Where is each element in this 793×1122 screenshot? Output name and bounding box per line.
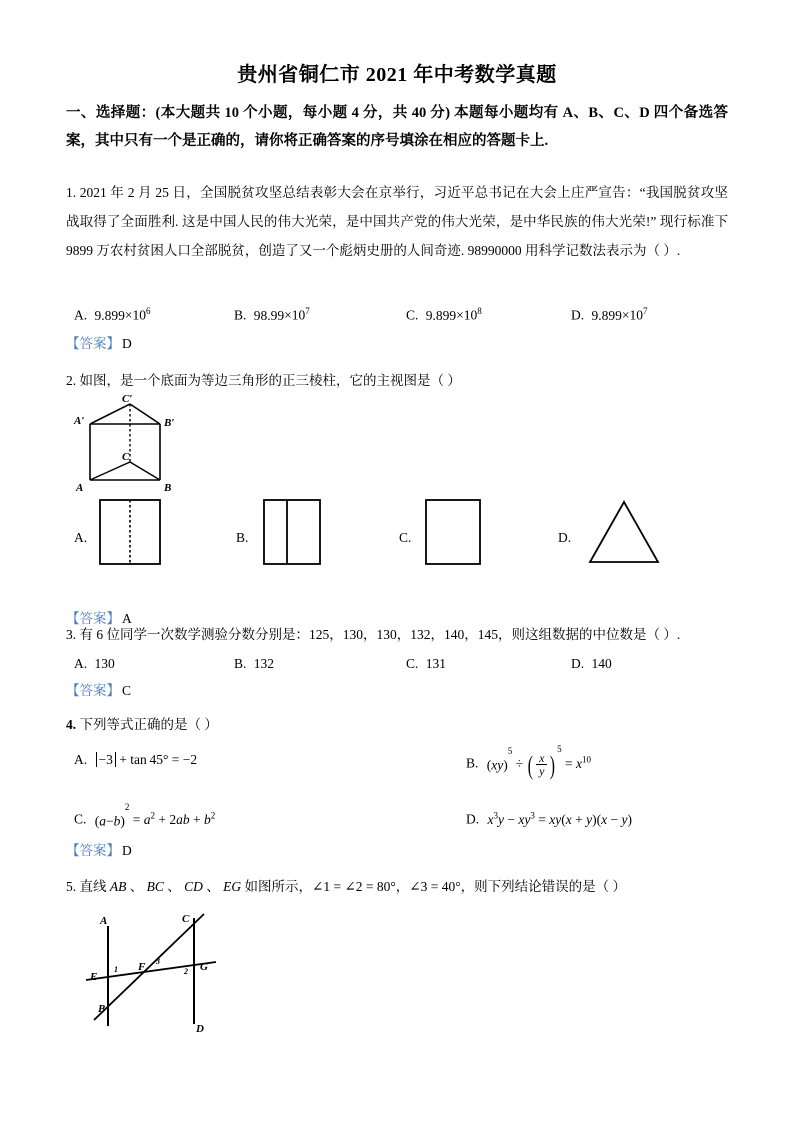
q5-angle-3: 3	[156, 957, 160, 966]
option-2-D-figure[interactable]	[584, 498, 664, 566]
option-value: 130	[94, 656, 115, 671]
option-times: ×10	[456, 307, 478, 323]
question-1	[66, 178, 728, 265]
answer-value: D	[122, 336, 132, 351]
answer-value: D	[122, 843, 132, 858]
question-4-stem: 下列等式正确的是（ ）	[79, 717, 218, 732]
option-1-A[interactable]	[74, 297, 151, 330]
question-3-text	[66, 620, 728, 649]
option-value: 140	[591, 656, 612, 671]
q5-label-E: E	[90, 971, 98, 983]
question-3-number: 3.	[66, 627, 77, 642]
question-1-stem: 2021 年 2 月 25 日，全国脱贫攻坚总结表彰大会在京举行，习近平总书记在大会上庄严宣告：“我国脱贫攻坚战取得了全面胜利. 这是中国人民的伟大光荣，是中国共产党的伟大光荣，是中华民族的伟大光荣!” 现行标准下 9899 万农村贫困人口全部脱贫，创造了又一个彪炳史册的人间奇迹. 98990000 用科学记数法表示为（ ）.	[66, 185, 729, 258]
option-exponent: 8	[477, 306, 482, 316]
option-value: 132	[253, 656, 275, 671]
prism-label-A: A	[76, 482, 84, 494]
option-letter: D.	[571, 656, 585, 671]
option-mantissa: 9.899	[425, 307, 457, 323]
prism-label-C: C	[122, 451, 130, 463]
prism-label-B-prime: B′	[164, 417, 175, 429]
question-1-number: 1.	[66, 185, 77, 200]
answer-label: 【答案】	[66, 683, 120, 698]
option-exponent: 6	[146, 306, 151, 316]
option-4-A-expr: −3 + tan 45° = −2	[91, 752, 198, 767]
question-3-answer	[66, 678, 728, 704]
question-1-answer	[66, 331, 728, 357]
question-3	[66, 620, 728, 649]
q5-label-C: C	[182, 913, 190, 925]
question-5-number: 5.	[66, 879, 77, 894]
q5-label-G: G	[200, 961, 208, 973]
option-letter: C.	[406, 656, 419, 671]
option-letter: B.	[466, 755, 479, 771]
option-exponent: 7	[643, 306, 648, 316]
question-4	[66, 710, 728, 739]
q5-label-D: D	[196, 1023, 204, 1035]
option-3-A[interactable]	[74, 649, 115, 678]
question-5	[66, 872, 728, 901]
option-2-B-figure[interactable]	[262, 498, 332, 566]
option-letter: A.	[74, 656, 88, 671]
option-1-D[interactable]	[571, 297, 648, 330]
option-exponent: 7	[305, 306, 310, 316]
option-times: ×10	[124, 307, 146, 323]
q5-line-CD: CD	[184, 879, 203, 894]
option-letter: D.	[466, 811, 480, 827]
option-4-A[interactable]	[74, 752, 197, 768]
option-mantissa: 9.899	[591, 307, 622, 323]
option-4-D-expr: $x^3y - xy^3 = xy(x + y)(x - y)$	[487, 810, 632, 827]
option-4-B[interactable]	[466, 744, 591, 780]
question-2-number: 2.	[66, 373, 77, 388]
option-3-C[interactable]	[406, 649, 446, 678]
option-4-C[interactable]	[74, 801, 216, 829]
option-2-A-letter: A.	[74, 530, 88, 545]
question-2	[66, 366, 728, 395]
q5-sep-2: 、	[163, 879, 185, 894]
question-4-answer	[66, 838, 728, 864]
option-letter: C.	[406, 307, 419, 323]
option-3-D[interactable]	[571, 649, 612, 678]
option-2-A-figure[interactable]	[98, 498, 168, 566]
question-4-text	[66, 710, 728, 739]
intersecting-lines-figure	[76, 908, 266, 1036]
answer-label: 【答案】	[66, 611, 120, 626]
option-letter: D.	[571, 307, 585, 323]
q5-line-BC: BC	[146, 879, 164, 894]
question-3-stem: 有 6 位同学一次数学测验分数分别是：125，130，130，132，140，145，则这组数据的中位数是（ ）.	[79, 627, 681, 642]
q5-line-AB: AB	[109, 879, 127, 894]
q5-part-1: 直线	[79, 879, 110, 894]
answer-value: C	[122, 683, 132, 698]
answer-label: 【答案】	[66, 843, 120, 858]
option-3-B[interactable]	[234, 649, 274, 678]
option-times: ×10	[284, 307, 306, 323]
option-1-B[interactable]	[234, 297, 310, 330]
option-mantissa: 9.899	[94, 307, 125, 323]
section-instruction: 一、选择题：(本大题共 10 个小题，每小题 4 分，共 40 分) 本题每小题均有 A、B、C、D 四个备选答案，其中只有一个是正确的，请你将正确答案的序号填涂在相应的答题卡上.	[66, 105, 728, 149]
option-4-C-expr: $(a-b)^2 = a^2 + 2ab + b^2$	[94, 801, 216, 829]
option-letter: C.	[74, 811, 87, 827]
option-value: 131	[425, 656, 447, 671]
question-3-options	[66, 649, 728, 675]
prism-label-B: B	[164, 482, 172, 494]
option-1-C[interactable]	[406, 297, 482, 330]
question-2-text	[66, 366, 728, 395]
q5-angle-2: 2	[184, 967, 188, 976]
prism-label-C-prime: C′	[122, 394, 133, 405]
option-2-B-letter: B.	[236, 530, 249, 545]
option-letter: A.	[74, 752, 88, 767]
question-1-text	[66, 178, 728, 265]
q5-label-A: A	[100, 915, 108, 927]
option-2-D-letter: D.	[558, 530, 572, 545]
triangular-prism-figure	[72, 394, 192, 494]
q5-part-2: 如图所示，∠1 = ∠2 = 80°，∠3 = 40°，则下列结论错误的是（ ）	[241, 879, 626, 894]
answer-value: A	[122, 611, 132, 626]
option-mantissa: 98.99	[253, 307, 285, 323]
prism-label-A-prime: A′	[74, 415, 85, 427]
answer-label: 【答案】	[66, 336, 120, 351]
option-4-B-expr: (xy)$^5$ ÷ ( $\frac{x}{y}$ )$^5 = x^{10}$	[486, 744, 591, 780]
question-5-text	[66, 872, 728, 901]
option-letter: A.	[74, 307, 88, 323]
q5-angle-1: 1	[114, 965, 118, 974]
option-2-C-figure[interactable]	[424, 498, 494, 566]
option-4-D[interactable]	[466, 810, 632, 828]
option-2-C-letter: C.	[399, 530, 412, 545]
page-title: 贵州省铜仁市 2021 年中考数学真题	[237, 64, 557, 86]
question-4-number: 4.	[66, 717, 77, 732]
question-1-options	[66, 297, 728, 323]
question-2-stem: 如图，是一个底面为等边三角形的正三棱柱，它的主视图是（ ）	[79, 373, 461, 388]
q5-sep-1: 、	[126, 879, 147, 894]
q5-sep-3: 、	[202, 879, 224, 894]
q5-label-B: B	[98, 1003, 106, 1015]
q5-line-EG: EG	[223, 879, 242, 894]
q5-label-F: F	[138, 961, 146, 973]
option-times: ×10	[621, 307, 643, 323]
option-letter: B.	[234, 307, 247, 323]
option-letter: B.	[234, 656, 247, 671]
